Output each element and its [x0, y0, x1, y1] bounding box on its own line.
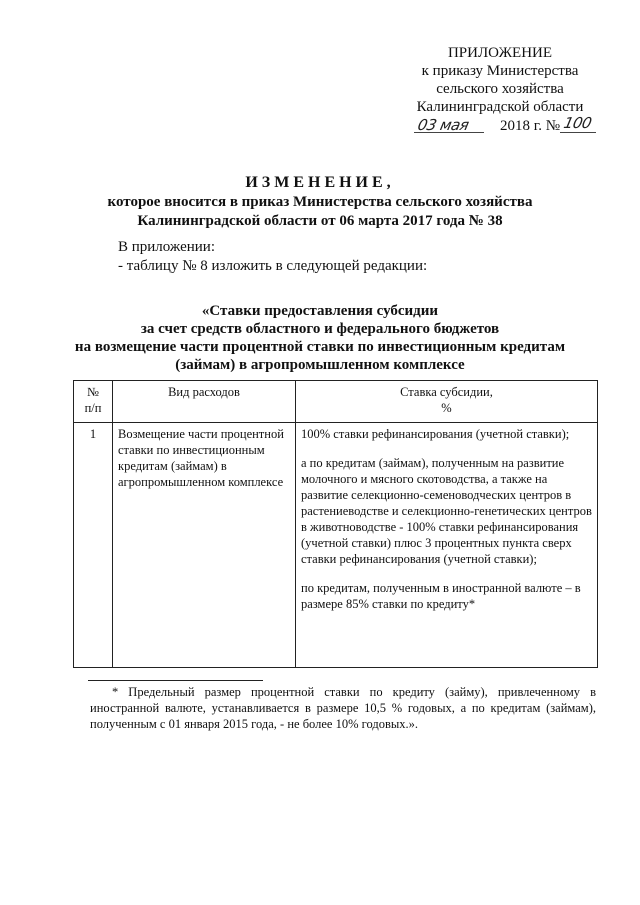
header-number-abbr: п/п — [84, 401, 102, 415]
table-title-line: «Ставки предоставления субсидии — [201, 303, 439, 319]
table-title-line: на возмещение части процентной ставки по инвестиционным кредитам — [74, 339, 566, 355]
table-title-line: (займам) в агропромышленном комплексе — [175, 357, 465, 373]
rate-paragraph: а по кредитам (займам), полученным на развитие молочного и мясного скотоводства, а также на развитие селекционно-семеноводческих центров в растениеводстве и селекционно-генетических центров в животноводстве - 100% ставки рефинансирования (учетной ставки) плюс 3 процентных пункта сверх ставки рефинансирования (учетной ставки); — [301, 456, 592, 566]
table-row — [74, 423, 598, 668]
appendix-date-line — [400, 116, 600, 136]
header-expense-type: Вид расходов — [113, 381, 296, 423]
subtitle-line: которое вносится в приказ Министерства сельского хозяйства — [107, 194, 533, 210]
table-title — [40, 302, 600, 374]
appendix-header — [400, 44, 600, 136]
header-number — [74, 381, 113, 423]
document-title: ИЗМЕНЕНИЕ, — [245, 174, 395, 191]
row-subsidy-rate — [296, 423, 598, 668]
appendix-line: сельского хозяйства — [436, 81, 564, 97]
intro-line: В приложении: — [118, 239, 215, 255]
appendix-title: ПРИЛОЖЕНИЕ — [447, 45, 553, 61]
table-title-line: за счет средств областного и федерального бюджетов — [140, 321, 500, 337]
date-year: 2018 г. № — [500, 118, 561, 134]
subtitle-line: Калининградской области от 06 марта 2017 года № 38 — [137, 213, 503, 229]
row-number: 1 — [74, 423, 113, 668]
intro-text — [118, 238, 427, 276]
handwritten-date: 03 мая — [416, 116, 471, 134]
header-rate-unit: % — [441, 401, 452, 415]
header-rate-label: Ставка субсидии, — [400, 385, 493, 399]
appendix-line: Калининградской области — [416, 99, 584, 115]
row-expense-type: Возмещение части процентной ставки по инвестиционным кредитам (займам) в агропромышленном комплексе — [113, 423, 296, 668]
footnote: * Предельный размер процентной ставки по кредиту (займу), привлеченному в иностранной валюте, устанавливается в размере 10,5 % годовых, а по кредитам (займам), полученным с 01 января 2015 года, - не более 10% годовых.». — [90, 685, 596, 731]
rate-paragraph: 100% ставки рефинансирования (учетной ставки); — [301, 427, 570, 441]
rate-paragraph: по кредитам, полученным в иностранной валюте – в размере 85% ставки по кредиту* — [301, 581, 581, 611]
handwritten-number: 100 — [562, 114, 594, 132]
footnote-divider — [88, 680, 263, 681]
appendix-line: к приказу Министерства — [421, 63, 579, 79]
table-header-row — [74, 381, 598, 423]
number-underline — [560, 132, 596, 133]
header-number-symbol: № — [87, 385, 99, 399]
header-subsidy-rate — [296, 381, 598, 423]
rates-table — [73, 380, 598, 668]
intro-line: - таблицу № 8 изложить в следующей редакции: — [118, 258, 428, 274]
document-subtitle — [40, 193, 600, 231]
